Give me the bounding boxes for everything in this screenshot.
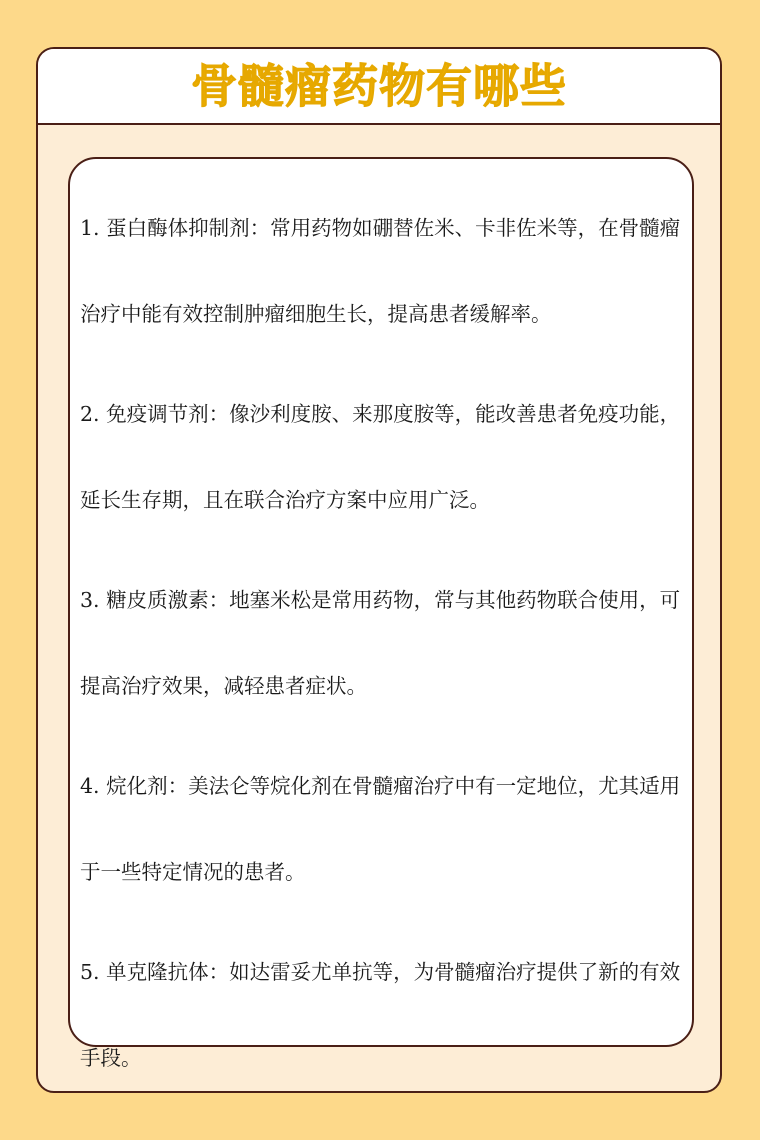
list-item: [80, 743, 686, 915]
item-number: 5.: [80, 960, 100, 984]
content-box: [68, 157, 694, 1070]
list-item: [80, 185, 686, 357]
item-text: 糖皮质激素：地塞米松是常用药物，常与其他药物联合使用，可提高治疗效果，减轻患者症状。: [80, 588, 681, 698]
title-bar: [38, 49, 720, 125]
item-text: 烷化剂：美法仑等烷化剂在骨髓瘤治疗中有一定地位，尤其适用于一些特定情况的患者。: [80, 774, 681, 884]
list-item: [80, 371, 686, 543]
page-title: 骨髓瘤药物有哪些: [191, 59, 567, 113]
item-number: 3.: [80, 588, 100, 612]
list-item: [80, 929, 686, 1093]
item-text: 蛋白酶体抑制剂：常用药物如硼替佐米、卡非佐米等，在骨髓瘤治疗中能有效控制肿瘤细胞生长，提高患者缓解率。: [80, 216, 681, 326]
item-number: 4.: [80, 774, 100, 798]
item-text: 免疫调节剂：像沙利度胺、来那度胺等，能改善患者免疫功能，延长生存期，且在联合治疗方案中应用广泛。: [80, 402, 681, 512]
item-text: 单克隆抗体：如达雷妥尤单抗等，为骨髓瘤治疗提供了新的有效手段。: [80, 960, 681, 1070]
list-item: [80, 557, 686, 729]
content-card: [36, 47, 722, 1093]
drug-list: [80, 185, 686, 1093]
item-number: 2.: [80, 402, 100, 426]
item-number: 1.: [80, 216, 100, 240]
